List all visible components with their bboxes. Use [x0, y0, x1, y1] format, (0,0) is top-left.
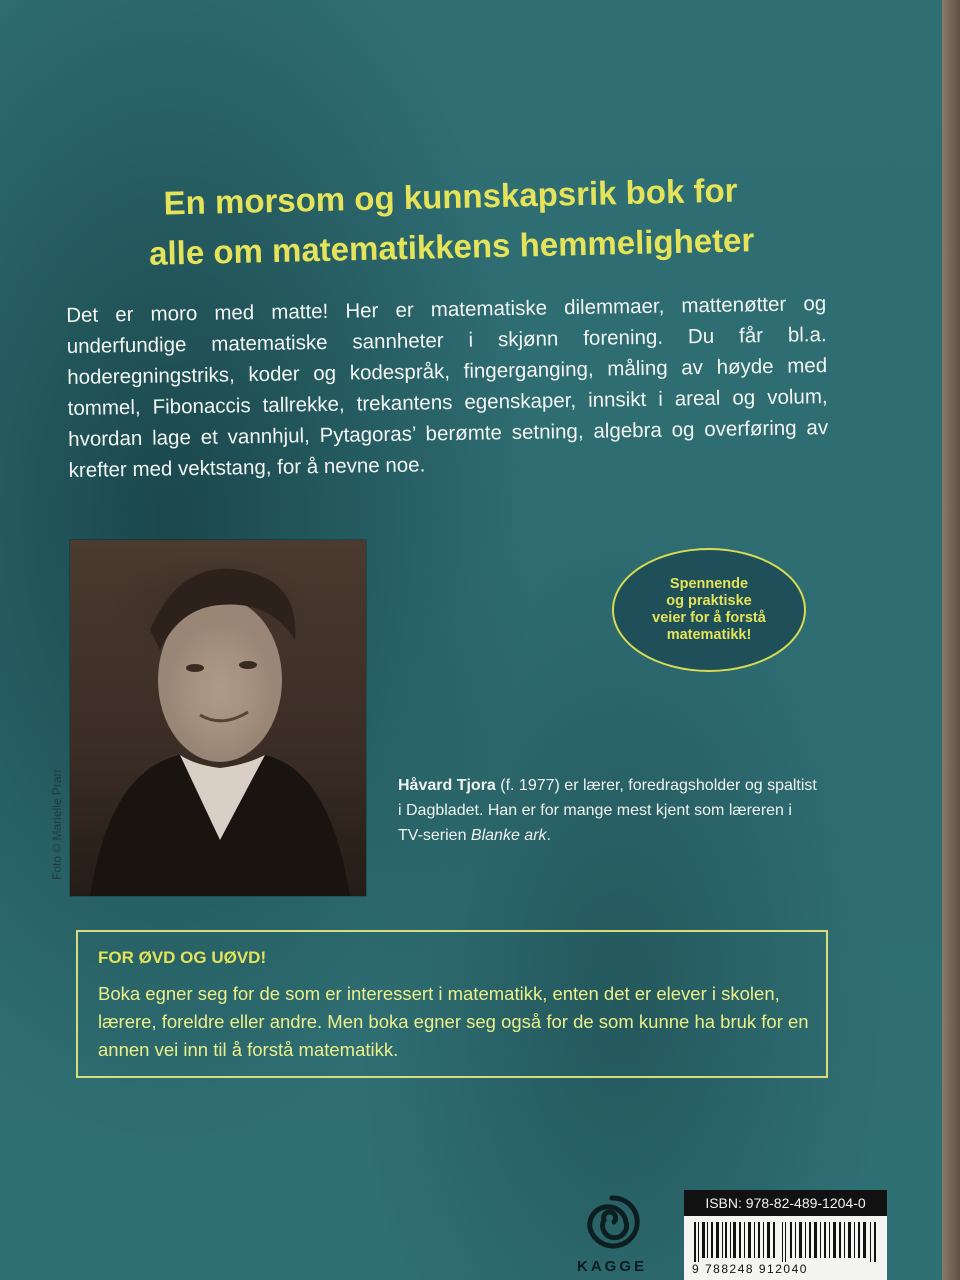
info-box-body: Boka egner seg for de som er interessert i matematikk, enten det er elever i skolen, lærere, foreldre eller andre. Men boka egner seg også for de som kunne ha bruk for en annen vei inn til å forstå matematikk. — [98, 983, 809, 1060]
author-bio — [398, 773, 818, 848]
headline-line-1: En morsom og kunnskapsrik bok for — [163, 171, 738, 222]
blurb-text: Det er moro med matte! Her er matematiske dilemmaer, mattenøtter og underfundige matematiske sannheter i skjønn forening. Du får bl.a. hoderegningstriks, koder og kodespråk, fingerganging, måling av høyde med tommel, Fibonaccis tallrekke, trekantens egenskaper, innsikt i areal og volum, hvordan lage et vannhjul, Pytagoras’ berømte setning, algebra og overføring av krefter med vektstang, for å nevne noe. — [66, 292, 829, 482]
author-name: Håvard Tjora — [398, 777, 496, 794]
info-box — [76, 930, 828, 1078]
headline-line-2: alle om matematikkens hemmeligheter — [148, 221, 755, 272]
cover-edge — [942, 0, 960, 1280]
publisher-name: KAGGE — [576, 1258, 647, 1275]
author-photo — [70, 540, 366, 896]
barcode-icon — [692, 1222, 878, 1262]
headline — [60, 163, 840, 272]
callout-badge — [612, 548, 806, 672]
isbn-label: ISBN: 978-82-489-1204-0 — [684, 1190, 887, 1216]
tv-series-title: Blanke ark — [470, 827, 547, 844]
publisher-logo-icon — [582, 1192, 642, 1252]
info-box-title: FOR ØVD OG UØVD! — [98, 948, 267, 967]
isbn-barcode-panel — [684, 1190, 887, 1280]
author-bio-end: . — [546, 827, 551, 844]
photo-credit: Foto © Marielle Prarr — [50, 768, 64, 880]
callout-badge-text: Spennende og praktiske veier for å forstå matematikk! — [652, 576, 766, 643]
barcode-digits: 9 788248 912040 — [692, 1262, 808, 1276]
author-bio-text: (f. 1977) er lærer, foredragsholder og spaltist i Dagbladet. Han er for mange mest kjent som læreren i TV-serien — [398, 777, 817, 844]
